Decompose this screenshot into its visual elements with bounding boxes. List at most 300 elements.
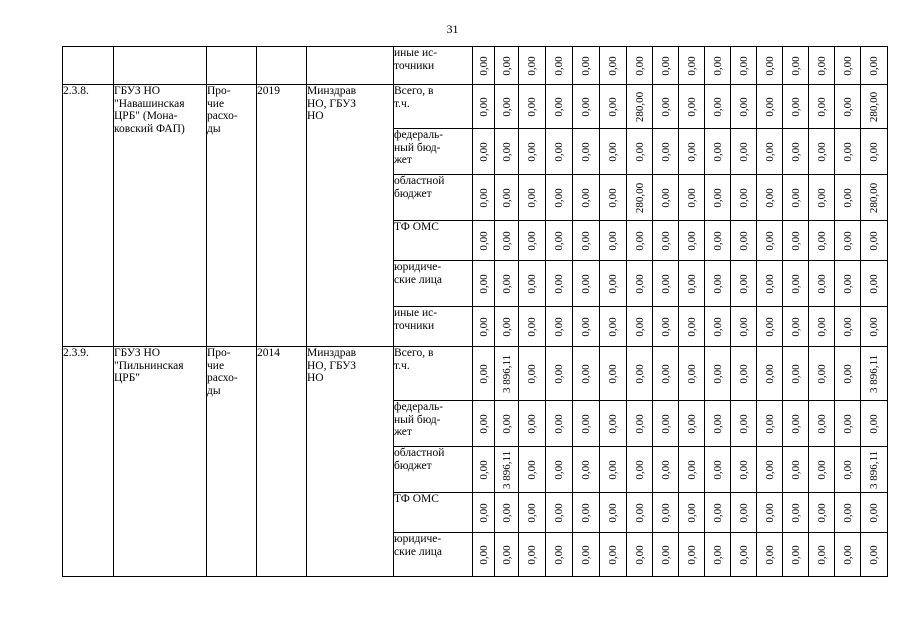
value-cell — [546, 307, 573, 347]
value-cell — [705, 533, 731, 577]
value-text: 0,00 — [500, 230, 513, 251]
value-cell — [757, 221, 783, 261]
value-cell — [679, 85, 705, 129]
value-text: 0,00 — [815, 55, 828, 76]
value-text: 0,00 — [685, 413, 698, 434]
value-text: 0,00 — [606, 363, 619, 384]
value-cell — [679, 175, 705, 221]
value-cell — [627, 175, 653, 221]
value-text: 0,00 — [711, 230, 724, 251]
value-cell — [809, 221, 835, 261]
value-text: 0,00 — [685, 544, 698, 565]
value-text: 0,00 — [477, 316, 490, 337]
value-text: 0,00 — [552, 459, 565, 480]
value-cell — [861, 307, 888, 347]
value-cell — [783, 307, 809, 347]
value-cell — [573, 447, 600, 493]
value-cell — [600, 493, 627, 533]
value-cell — [519, 261, 546, 307]
value-cell — [705, 221, 731, 261]
value-text: 0,00 — [763, 230, 776, 251]
value-text: 0,00 — [659, 55, 672, 76]
value-cell — [705, 85, 731, 129]
value-text: 0,00 — [659, 316, 672, 337]
value-cell — [653, 175, 679, 221]
value-text: 0,00 — [763, 413, 776, 434]
value-text: 0,00 — [867, 316, 880, 337]
value-text: 0,00 — [525, 230, 538, 251]
value-cell — [600, 175, 627, 221]
value-cell — [835, 129, 861, 175]
value-text: 0,00 — [659, 141, 672, 162]
value-text: 0,00 — [579, 413, 592, 434]
value-cell — [679, 447, 705, 493]
source-label: иные ис- точники — [394, 307, 473, 347]
table-row — [63, 47, 888, 85]
value-text: 3 896,11 — [500, 450, 513, 489]
value-text: 0,00 — [552, 363, 565, 384]
value-text: 0,00 — [500, 96, 513, 117]
value-cell — [757, 307, 783, 347]
value-text: 0,00 — [737, 316, 750, 337]
value-cell — [495, 129, 519, 175]
value-text: 0,00 — [500, 502, 513, 523]
value-text: 0,00 — [685, 316, 698, 337]
value-cell — [653, 533, 679, 577]
empty-cell — [307, 47, 394, 85]
value-cell — [627, 261, 653, 307]
value-text: 0,00 — [659, 187, 672, 208]
value-cell — [627, 307, 653, 347]
value-cell — [783, 347, 809, 401]
value-cell — [546, 221, 573, 261]
value-cell — [861, 447, 888, 493]
value-cell — [627, 221, 653, 261]
source-label: юридиче- ские лица — [394, 533, 473, 577]
value-cell — [835, 533, 861, 577]
value-text: 0,00 — [815, 413, 828, 434]
value-cell — [600, 347, 627, 401]
value-cell — [600, 261, 627, 307]
empty-cell — [257, 47, 307, 85]
value-text: 0,00 — [633, 413, 646, 434]
value-cell — [757, 401, 783, 447]
value-text: 0,00 — [815, 316, 828, 337]
value-cell — [473, 221, 495, 261]
value-text: 0,00 — [711, 55, 724, 76]
value-cell — [835, 347, 861, 401]
responsible-org: Минздрав НО, ГБУЗ НО — [307, 347, 394, 577]
value-text: 0,00 — [477, 55, 490, 76]
value-text: 0,00 — [841, 141, 854, 162]
value-text: 0,00 — [815, 502, 828, 523]
value-text: 0,00 — [711, 316, 724, 337]
item-year: 2019 — [257, 85, 307, 347]
value-cell — [731, 47, 757, 85]
value-text: 0,00 — [841, 316, 854, 337]
value-text: 0,00 — [867, 502, 880, 523]
value-text: 0,00 — [525, 502, 538, 523]
value-cell — [731, 347, 757, 401]
value-cell — [783, 533, 809, 577]
value-cell — [861, 347, 888, 401]
empty-cell — [207, 47, 257, 85]
value-cell — [757, 47, 783, 85]
value-cell — [861, 129, 888, 175]
value-text: 0,00 — [606, 187, 619, 208]
value-text: 0,00 — [815, 230, 828, 251]
value-cell — [519, 493, 546, 533]
value-cell — [835, 447, 861, 493]
value-text: 3 896,11 — [867, 354, 880, 393]
value-text: 0,00 — [659, 96, 672, 117]
value-text: 0,00 — [789, 273, 802, 294]
value-text: 0,00 — [685, 55, 698, 76]
value-cell — [835, 47, 861, 85]
source-label: федераль- ный бюд- жет — [394, 401, 473, 447]
value-cell — [861, 533, 888, 577]
value-cell — [546, 261, 573, 307]
value-text: 0,00 — [867, 273, 880, 294]
value-text: 0,00 — [763, 502, 776, 523]
value-cell — [519, 447, 546, 493]
value-text: 0,00 — [500, 141, 513, 162]
value-cell — [473, 47, 495, 85]
value-text: 0,00 — [606, 96, 619, 117]
value-cell — [546, 129, 573, 175]
value-text: 0,00 — [737, 363, 750, 384]
table-row — [63, 347, 888, 401]
value-text: 0,00 — [633, 141, 646, 162]
value-cell — [495, 493, 519, 533]
value-cell — [783, 493, 809, 533]
value-text: 0,00 — [737, 230, 750, 251]
value-text: 0,00 — [606, 502, 619, 523]
value-text: 0,00 — [711, 544, 724, 565]
value-text: 0,00 — [815, 363, 828, 384]
value-cell — [600, 221, 627, 261]
value-cell — [546, 401, 573, 447]
value-text: 3 896,11 — [867, 450, 880, 489]
value-cell — [653, 85, 679, 129]
value-text: 3 896,11 — [500, 354, 513, 393]
value-cell — [573, 85, 600, 129]
value-cell — [731, 307, 757, 347]
value-text: 0,00 — [737, 413, 750, 434]
value-cell — [546, 175, 573, 221]
value-text: 0,00 — [606, 141, 619, 162]
value-text: 0,00 — [763, 187, 776, 208]
value-cell — [519, 347, 546, 401]
value-cell — [861, 261, 888, 307]
value-cell — [546, 47, 573, 85]
value-cell — [679, 347, 705, 401]
item-name: ГБУЗ НО "Навашинская ЦРБ" (Мона- ковский ФАП) — [114, 85, 207, 347]
value-text: 0,00 — [711, 459, 724, 480]
value-cell — [835, 307, 861, 347]
value-cell — [783, 261, 809, 307]
value-cell — [600, 307, 627, 347]
value-cell — [861, 401, 888, 447]
value-text: 0,00 — [633, 273, 646, 294]
value-text: 0,00 — [841, 187, 854, 208]
value-cell — [809, 307, 835, 347]
value-text: 0,00 — [633, 544, 646, 565]
source-label: иные ис- точники — [394, 47, 473, 85]
value-text: 280,00 — [633, 182, 646, 213]
value-cell — [835, 175, 861, 221]
value-cell — [653, 493, 679, 533]
value-text: 0,00 — [552, 544, 565, 565]
value-text: 0,00 — [552, 55, 565, 76]
value-text: 0,00 — [763, 363, 776, 384]
value-cell — [653, 221, 679, 261]
value-cell — [679, 533, 705, 577]
value-cell — [573, 493, 600, 533]
value-cell — [757, 493, 783, 533]
source-label: ТФ ОМС — [394, 493, 473, 533]
value-text: 0,00 — [633, 55, 646, 76]
value-cell — [473, 493, 495, 533]
value-cell — [679, 221, 705, 261]
value-cell — [783, 221, 809, 261]
value-text: 0,00 — [552, 316, 565, 337]
value-cell — [705, 175, 731, 221]
item-name: ГБУЗ НО "Пильнинская ЦРБ" — [114, 347, 207, 577]
value-text: 0,00 — [685, 141, 698, 162]
value-cell — [519, 307, 546, 347]
source-label: Всего, в т.ч. — [394, 347, 473, 401]
value-text: 0,00 — [815, 187, 828, 208]
value-cell — [731, 175, 757, 221]
value-cell — [809, 47, 835, 85]
value-text: 0,00 — [867, 141, 880, 162]
value-text: 0,00 — [477, 413, 490, 434]
value-cell — [573, 261, 600, 307]
value-cell — [495, 447, 519, 493]
value-cell — [495, 347, 519, 401]
value-text: 0,00 — [579, 544, 592, 565]
value-text: 0,00 — [579, 96, 592, 117]
value-text: 0,00 — [552, 273, 565, 294]
value-text: 0,00 — [579, 273, 592, 294]
value-cell — [573, 401, 600, 447]
value-text: 0,00 — [477, 502, 490, 523]
value-text: 280,00 — [867, 91, 880, 122]
value-text: 0,00 — [659, 363, 672, 384]
value-cell — [705, 347, 731, 401]
value-text: 0,00 — [841, 544, 854, 565]
value-text: 0,00 — [711, 273, 724, 294]
value-text: 0,00 — [815, 273, 828, 294]
value-cell — [731, 261, 757, 307]
value-cell — [573, 533, 600, 577]
value-text: 0,00 — [606, 316, 619, 337]
value-cell — [861, 175, 888, 221]
value-text: 0,00 — [737, 187, 750, 208]
value-cell — [705, 307, 731, 347]
value-cell — [627, 447, 653, 493]
value-cell — [809, 401, 835, 447]
value-cell — [705, 493, 731, 533]
value-cell — [546, 347, 573, 401]
value-cell — [835, 221, 861, 261]
value-cell — [835, 261, 861, 307]
value-cell — [809, 85, 835, 129]
value-cell — [783, 401, 809, 447]
item-number: 2.3.8. — [63, 85, 114, 347]
value-cell — [519, 175, 546, 221]
source-label: Всего, в т.ч. — [394, 85, 473, 129]
value-text: 0,00 — [500, 273, 513, 294]
value-cell — [731, 533, 757, 577]
value-text: 0,00 — [500, 316, 513, 337]
value-cell — [653, 401, 679, 447]
value-cell — [679, 47, 705, 85]
value-cell — [519, 401, 546, 447]
value-text: 0,00 — [659, 544, 672, 565]
value-text: 0,00 — [841, 273, 854, 294]
value-text: 0,00 — [789, 141, 802, 162]
value-text: 0,00 — [737, 459, 750, 480]
value-text: 0,00 — [659, 273, 672, 294]
value-text: 0,00 — [477, 363, 490, 384]
value-cell — [473, 261, 495, 307]
value-cell — [627, 401, 653, 447]
value-text: 0,00 — [815, 544, 828, 565]
value-text: 0,00 — [477, 187, 490, 208]
value-text: 0,00 — [685, 502, 698, 523]
responsible-org: Минздрав НО, ГБУЗ НО — [307, 85, 394, 347]
value-text: 0,00 — [737, 55, 750, 76]
value-cell — [627, 347, 653, 401]
value-text: 0,00 — [867, 55, 880, 76]
value-text: 0,00 — [525, 55, 538, 76]
value-text: 0,00 — [763, 96, 776, 117]
value-cell — [495, 221, 519, 261]
value-cell — [473, 447, 495, 493]
value-cell — [757, 129, 783, 175]
value-cell — [519, 533, 546, 577]
value-cell — [835, 85, 861, 129]
value-cell — [473, 85, 495, 129]
value-cell — [573, 221, 600, 261]
value-cell — [473, 129, 495, 175]
value-cell — [653, 347, 679, 401]
value-text: 0,00 — [711, 141, 724, 162]
value-cell — [783, 175, 809, 221]
value-text: 0,00 — [633, 502, 646, 523]
value-text: 0,00 — [579, 363, 592, 384]
value-cell — [627, 129, 653, 175]
value-cell — [679, 401, 705, 447]
value-text: 0,00 — [579, 55, 592, 76]
value-text: 0,00 — [477, 459, 490, 480]
value-text: 0,00 — [525, 273, 538, 294]
source-label: областной бюджет — [394, 175, 473, 221]
value-text: 0,00 — [815, 141, 828, 162]
empty-cell — [63, 47, 114, 85]
value-text: 0,00 — [659, 459, 672, 480]
value-cell — [757, 533, 783, 577]
value-text: 0,00 — [477, 141, 490, 162]
value-text: 0,00 — [659, 230, 672, 251]
value-text: 0,00 — [841, 502, 854, 523]
value-cell — [653, 261, 679, 307]
value-text: 0,00 — [815, 96, 828, 117]
value-text: 0,00 — [633, 363, 646, 384]
value-cell — [783, 85, 809, 129]
value-text: 0,00 — [789, 544, 802, 565]
value-text: 0,00 — [500, 187, 513, 208]
expense-type: Про- чие расхо- ды — [207, 85, 257, 347]
value-cell — [783, 47, 809, 85]
value-cell — [600, 447, 627, 493]
value-text: 0,00 — [525, 316, 538, 337]
value-text: 0,00 — [500, 55, 513, 76]
value-text: 0,00 — [867, 413, 880, 434]
value-text: 0,00 — [552, 187, 565, 208]
value-text: 0,00 — [552, 502, 565, 523]
value-cell — [653, 129, 679, 175]
value-cell — [473, 307, 495, 347]
value-text: 0,00 — [606, 459, 619, 480]
value-text: 0,00 — [500, 413, 513, 434]
value-text: 0,00 — [685, 459, 698, 480]
value-text: 280,00 — [633, 91, 646, 122]
value-text: 0,00 — [525, 363, 538, 384]
value-cell — [473, 347, 495, 401]
value-text: 0,00 — [789, 96, 802, 117]
value-text: 0,00 — [525, 141, 538, 162]
value-cell — [627, 493, 653, 533]
value-text: 0,00 — [841, 55, 854, 76]
value-cell — [757, 447, 783, 493]
value-text: 0,00 — [841, 230, 854, 251]
value-text: 0,00 — [737, 273, 750, 294]
value-cell — [679, 261, 705, 307]
page-number: 31 — [446, 22, 459, 36]
value-text: 0,00 — [789, 187, 802, 208]
value-cell — [731, 129, 757, 175]
value-cell — [627, 47, 653, 85]
value-text: 0,00 — [737, 502, 750, 523]
value-cell — [731, 85, 757, 129]
value-text: 0,00 — [841, 96, 854, 117]
value-text: 0,00 — [579, 230, 592, 251]
value-text: 0,00 — [552, 230, 565, 251]
value-text: 0,00 — [685, 96, 698, 117]
value-cell — [653, 447, 679, 493]
value-text: 0,00 — [579, 187, 592, 208]
value-text: 0,00 — [763, 544, 776, 565]
value-text: 0,00 — [633, 316, 646, 337]
value-cell — [495, 533, 519, 577]
value-text: 0,00 — [763, 141, 776, 162]
value-cell — [731, 401, 757, 447]
value-cell — [600, 47, 627, 85]
value-cell — [473, 401, 495, 447]
value-text: 0,00 — [477, 230, 490, 251]
value-cell — [519, 221, 546, 261]
value-cell — [731, 447, 757, 493]
value-text: 0,00 — [606, 544, 619, 565]
value-cell — [705, 47, 731, 85]
value-text: 0,00 — [477, 96, 490, 117]
value-cell — [573, 175, 600, 221]
value-text: 0,00 — [552, 96, 565, 117]
value-cell — [783, 447, 809, 493]
